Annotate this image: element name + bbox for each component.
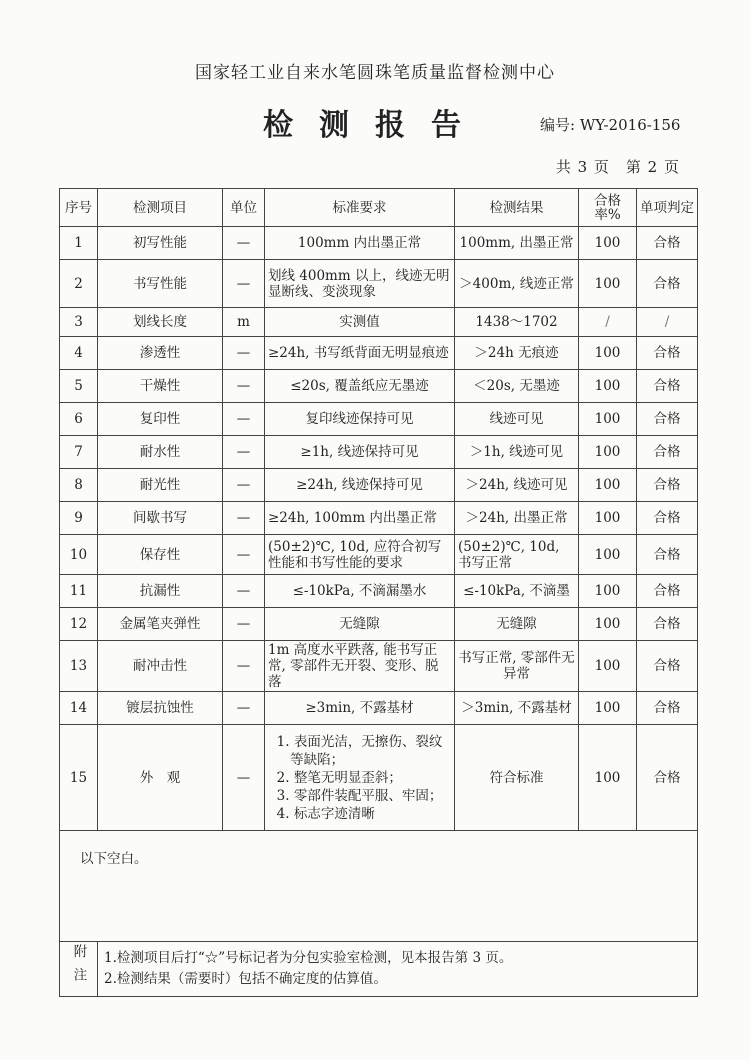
cell-item: 耐水性 — [98, 436, 223, 469]
requirement-line: 2. 整笔无明显歪斜； — [276, 769, 402, 786]
cell-result: 书写正常, 零部件无异常 — [455, 641, 579, 692]
cell-unit: — — [223, 692, 265, 725]
table-row — [60, 337, 698, 370]
note-line: 1.检测项目后打“☆”号标记者为分包实验室检测，见本报告第 3 页。 — [104, 950, 513, 966]
cell-standard: 无缝隙 — [265, 608, 455, 641]
cell-standard: ≤20s, 覆盖纸应无墨迹 — [265, 370, 455, 403]
organization-name: 国家轻工业自来水笔圆珠笔质量监督检测中心 — [195, 63, 555, 83]
cell-no: 11 — [60, 575, 98, 608]
cell-no: 12 — [60, 608, 98, 641]
cell-rate: 100 — [579, 502, 637, 535]
report-serial-number: 编号: WY-2016-156 — [540, 116, 681, 134]
cell-item: 书写性能 — [98, 260, 223, 308]
cell-standard: ≤-10kPa, 不滴漏墨水 — [265, 575, 455, 608]
cell-standard: ≥1h, 线迹保持可见 — [265, 436, 455, 469]
cell-result: ≤-10kPa, 不滴墨 — [455, 575, 579, 608]
table-row — [60, 469, 698, 502]
cell-standard: ≥3min, 不露基材 — [265, 692, 455, 725]
cell-no: 1 — [60, 227, 98, 260]
blank-note: 以下空白。 — [60, 831, 698, 942]
cell-standard: 实测值 — [265, 308, 455, 337]
cell-unit: — — [223, 227, 265, 260]
header-item: 检测项目 — [98, 189, 223, 227]
cell-standard — [265, 725, 455, 831]
cell-item: 保存性 — [98, 535, 223, 575]
cell-item: 间歇书写 — [98, 502, 223, 535]
cell-result: ＞24h 无痕迹 — [455, 337, 579, 370]
requirement-line: 1. 表面光洁，无擦伤、裂纹 — [276, 733, 443, 750]
cell-verdict: 合格 — [637, 641, 698, 692]
cell-unit: — — [223, 641, 265, 692]
cell-unit: — — [223, 436, 265, 469]
cell-rate: 100 — [579, 436, 637, 469]
cell-unit: — — [223, 260, 265, 308]
notes-content — [98, 942, 698, 997]
header-verdict: 单项判定 — [637, 189, 698, 227]
header-unit: 单位 — [223, 189, 265, 227]
cell-rate: 100 — [579, 575, 637, 608]
cell-standard: ≥24h, 100mm 内出墨正常 — [265, 502, 455, 535]
requirement-line: 等缺陷； — [276, 751, 345, 768]
table-row-15 — [60, 725, 698, 831]
cell-verdict: 合格 — [637, 403, 698, 436]
cell-rate: 100 — [579, 403, 637, 436]
cell-unit: — — [223, 575, 265, 608]
cell-standard: 复印线迹保持可见 — [265, 403, 455, 436]
cell-no: 2 — [60, 260, 98, 308]
cell-verdict: 合格 — [637, 608, 698, 641]
table-row — [60, 227, 698, 260]
table-row — [60, 260, 698, 308]
cell-verdict: / — [637, 308, 698, 337]
cell-result: ＞3min, 不露基材 — [455, 692, 579, 725]
cell-verdict: 合格 — [637, 227, 698, 260]
note-line: 2.检测结果（需要时）包括不确定度的估算值。 — [104, 971, 387, 987]
cell-no: 5 — [60, 370, 98, 403]
cell-verdict: 合格 — [637, 469, 698, 502]
table-row — [60, 608, 698, 641]
cell-unit: — — [223, 502, 265, 535]
cell-unit: — — [223, 403, 265, 436]
notes-label: 附注 — [60, 942, 98, 997]
cell-rate: 100 — [579, 260, 637, 308]
cell-rate: 100 — [579, 337, 637, 370]
cell-result: ＞1h, 线迹可见 — [455, 436, 579, 469]
cell-result: (50±2)℃, 10d, 书写正常 — [455, 535, 579, 575]
cell-item: 复印性 — [98, 403, 223, 436]
cell-rate: / — [579, 308, 637, 337]
cell-rate: 100 — [579, 608, 637, 641]
cell-rate: 100 — [579, 227, 637, 260]
cell-rate: 100 — [579, 535, 637, 575]
cell-item: 外 观 — [98, 725, 223, 831]
cell-unit: — — [223, 535, 265, 575]
cell-rate: 100 — [579, 469, 637, 502]
cell-result: ＞24h, 线迹可见 — [455, 469, 579, 502]
cell-item: 划线长度 — [98, 308, 223, 337]
cell-rate: 100 — [579, 641, 637, 692]
header-pass-rate: 合格率% — [579, 189, 637, 227]
cell-standard: ≥24h, 线迹保持可见 — [265, 469, 455, 502]
requirement-line: 3. 零部件装配平服、牢固； — [276, 787, 443, 804]
cell-result: ＞24h, 出墨正常 — [455, 502, 579, 535]
cell-item: 干燥性 — [98, 370, 223, 403]
cell-standard: 划线 400mm 以上，线迹无明显断线、变淡现象 — [265, 260, 455, 308]
cell-no: 14 — [60, 692, 98, 725]
cell-verdict: 合格 — [637, 260, 698, 308]
cell-standard: ≥24h, 书写纸背面无明显痕迹 — [265, 337, 455, 370]
cell-item: 耐冲击性 — [98, 641, 223, 692]
cell-result: ＞400m, 线迹正常 — [455, 260, 579, 308]
cell-item: 金属笔夹弹性 — [98, 608, 223, 641]
cell-result: 无缝隙 — [455, 608, 579, 641]
cell-no: 3 — [60, 308, 98, 337]
cell-standard: (50±2)℃, 10d, 应符合初写性能和书写性能的要求 — [265, 535, 455, 575]
report-title: 检测报告 — [263, 108, 487, 143]
cell-result: 线迹可见 — [455, 403, 579, 436]
cell-rate: 100 — [579, 370, 637, 403]
blank-row — [60, 831, 698, 942]
cell-unit: — — [223, 370, 265, 403]
table-row — [60, 403, 698, 436]
cell-no: 10 — [60, 535, 98, 575]
cell-verdict: 合格 — [637, 725, 698, 831]
cell-unit: — — [223, 469, 265, 502]
table-body — [60, 227, 698, 725]
cell-rate: 100 — [579, 725, 637, 831]
cell-item: 耐光性 — [98, 469, 223, 502]
header-standard: 标准要求 — [265, 189, 455, 227]
inspection-table — [59, 188, 698, 997]
cell-item: 渗透性 — [98, 337, 223, 370]
table-row — [60, 436, 698, 469]
cell-no: 8 — [60, 469, 98, 502]
table-row — [60, 575, 698, 608]
cell-no: 9 — [60, 502, 98, 535]
table-row — [60, 641, 698, 692]
cell-verdict: 合格 — [637, 535, 698, 575]
cell-item: 抗漏性 — [98, 575, 223, 608]
cell-result: 1438～1702 — [455, 308, 579, 337]
cell-verdict: 合格 — [637, 436, 698, 469]
cell-no: 15 — [60, 725, 98, 831]
cell-standard: 1m 高度水平跌落, 能书写正常, 零部件无开裂、变形、脱落 — [265, 641, 455, 692]
table-header-row — [60, 189, 698, 227]
cell-no: 6 — [60, 403, 98, 436]
page-indicator: 共 3 页 第 2 页 — [555, 158, 680, 176]
cell-verdict: 合格 — [637, 692, 698, 725]
table-row — [60, 370, 698, 403]
cell-result: 100mm, 出墨正常 — [455, 227, 579, 260]
appearance-requirements — [277, 733, 443, 823]
cell-item: 镀层抗蚀性 — [98, 692, 223, 725]
cell-result: 符合标准 — [455, 725, 579, 831]
cell-verdict: 合格 — [637, 337, 698, 370]
table-row — [60, 692, 698, 725]
cell-rate: 100 — [579, 692, 637, 725]
cell-result: ＜20s, 无墨迹 — [455, 370, 579, 403]
cell-verdict: 合格 — [637, 575, 698, 608]
table-row — [60, 308, 698, 337]
cell-unit: — — [223, 337, 265, 370]
cell-verdict: 合格 — [637, 502, 698, 535]
table-row — [60, 502, 698, 535]
cell-standard: 100mm 内出墨正常 — [265, 227, 455, 260]
cell-unit: m — [223, 308, 265, 337]
cell-no: 7 — [60, 436, 98, 469]
cell-unit: — — [223, 725, 265, 831]
cell-unit: — — [223, 608, 265, 641]
cell-no: 4 — [60, 337, 98, 370]
requirement-line: 4. 标志字迹清晰 — [276, 805, 375, 822]
header-index: 序号 — [60, 189, 98, 227]
cell-verdict: 合格 — [637, 370, 698, 403]
header-result: 检测结果 — [455, 189, 579, 227]
cell-item: 初写性能 — [98, 227, 223, 260]
table-row — [60, 535, 698, 575]
notes-row — [60, 942, 698, 997]
cell-no: 13 — [60, 641, 98, 692]
